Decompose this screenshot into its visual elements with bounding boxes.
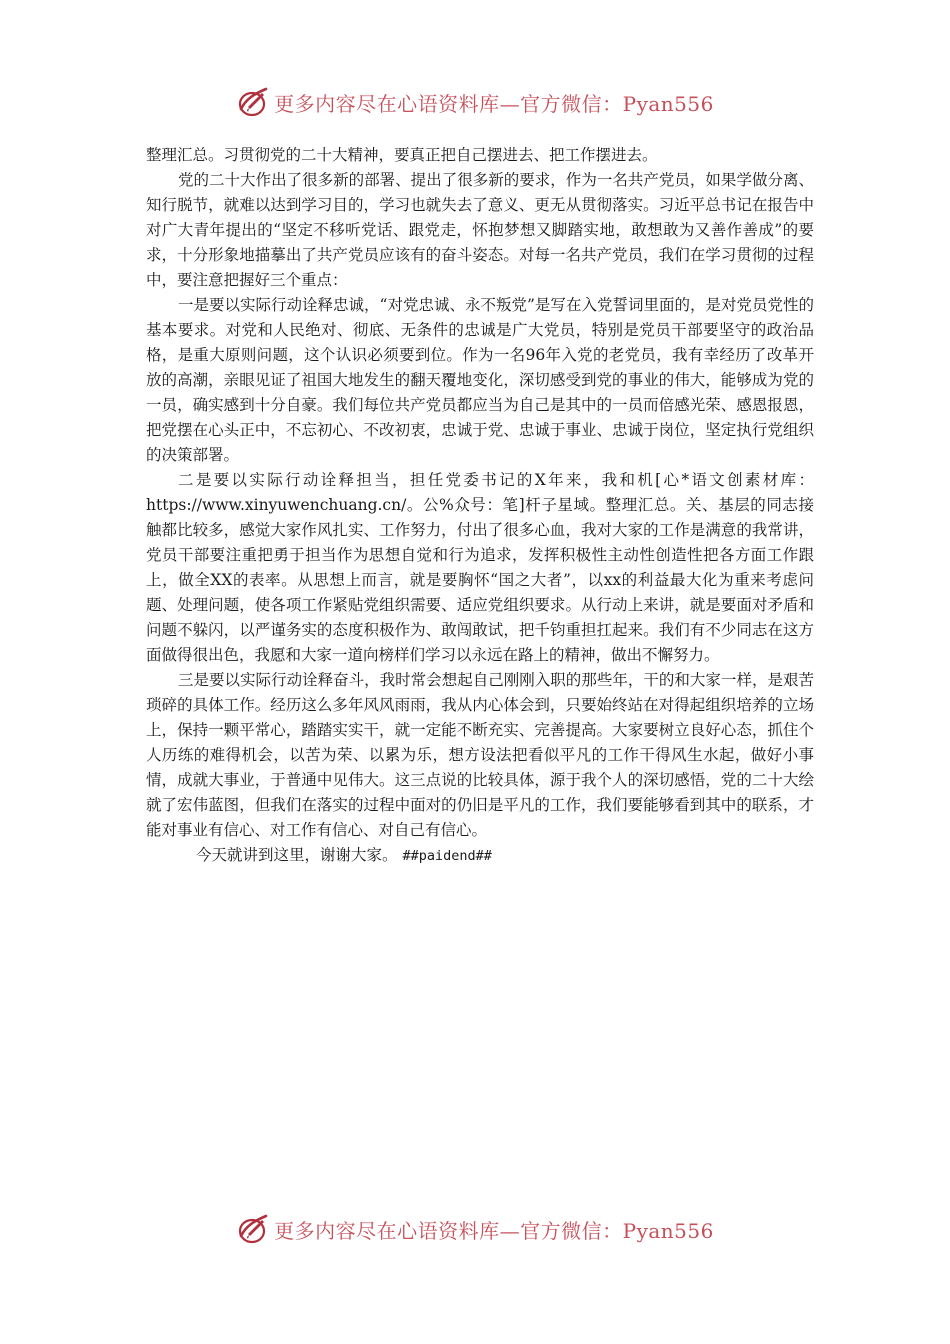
paragraph-3: 一是要以实际行动诠释忠诚，“对党忠诚、永不叛党”是写在入党誓词里面的，是对党员党性的基本要求。对党和人民绝对、彻底、无条件的忠诚是广大党员，特别是党员干部要坚守的政治品格，是重大原则问题，这个认识必须要到位。作为一名96年入党的老党员，我有幸经历了改革开放的高潮，亲眼见证了祖国大地发生的翻天覆地变化，深切感受到党的事业的伟大，能够成为党的一员，确实感到十分自豪。我们每位共产党员都应当为自己是其中的一员而倍感光荣、感恩报恩，把党摆在心头正中，不忘初心、不改初衷，忠诚于党、忠诚于事业、忠诚于岗位，坚定执行党组织的决策部署。 (146, 296, 814, 464)
paragraph-5: 三是要以实际行动诠释奋斗，我时常会想起自己刚刚入职的那些年，干的和大家一样，是艰苦琐碎的具体工作。经历这么多年风风雨雨，我从内心体会到，只要始终站在对得起组织培养的立场上，保持一颗平常心，踏踏实实干，就一定能不断充实、完善提高。大家要树立良好心态，抓住个人历练的难得机会，以苦为荣、以累为乐，想方设法把看似平凡的工作干得风生水起，做好小事情，成就大事业，于普通中见伟大。这三点说的比较具体，源于我个人的深切感悟，党的二十大绘就了宏伟蓝图，但我们在落实的过程中面对的仍旧是平凡的工作，我们要能够看到其中的联系，才能对事业有信心、对工作有信心、对自己有信心。 (146, 671, 814, 839)
brush-pen-logo-icon (236, 1212, 270, 1246)
paragraph-4: 二是要以实际行动诠释担当，担任党委书记的X年来，我和机[心*语文创素材库：https://www.xinyuwenchuang.cn/。公%众号：笔]杆子星域。整理汇总。关、基层的同志接触都比较多，感觉大家作风扎实、工作努力，付出了很多心血，我对大家的工作是满意的我常讲，党员干部要注重把勇于担当作为思想自觉和行为追求，发挥积极性主动性创造性把各方面工作跟上，做全XX的表率。从思想上而言，就是要胸怀“国之大者”，以xx的利益最大化为重来考虑问题、处理问题，使各项工作紧贴党组织需要、适应党组织要求。从行动上来讲，就是要面对矛盾和问题不躲闪，以严谨务实的态度积极作为、敢闯敢试，把千钧重担扛起来。我们有不少同志在这方面做得很出色，我愿和大家一道向榜样们学习以永远在路上的精神，做出不懈努力。 (146, 471, 814, 664)
header-banner-text: 更多内容尽在心语资料库—官方微信：Pyan556 (274, 91, 714, 116)
closing-line (146, 843, 814, 869)
paragraph-1: 整理汇总。习贯彻党的二十大精神，要真正把自己摆进去、把工作摆进去。 (146, 146, 658, 164)
paragraph-2: 党的二十大作出了很多新的部署、提出了很多新的要求，作为一名共产党员，如果学做分离、知行脱节，就难以达到学习目的，学习也就失去了意义、更无从贯彻落实。习近平总书记在报告中对广大青年提出的“坚定不移听党话、跟党走，怀抱梦想又脚踏实地，敢想敢为又善作善成”的要求，十分形象地描摹出了共产党员应该有的奋斗姿态。对每一名共产党员，我们在学习贯彻的过程中，要注意把握好三个重点： (146, 171, 814, 289)
brush-pen-logo-icon (236, 85, 270, 119)
document-body (146, 143, 814, 869)
footer-banner-text: 更多内容尽在心语资料库—官方微信：Pyan556 (274, 1218, 714, 1243)
header-banner[interactable] (0, 82, 950, 122)
closing-text: 今天就讲到这里，谢谢大家。 (196, 846, 398, 864)
paidend-marker: ##paidend## (402, 848, 492, 864)
footer-banner[interactable] (0, 1209, 950, 1249)
